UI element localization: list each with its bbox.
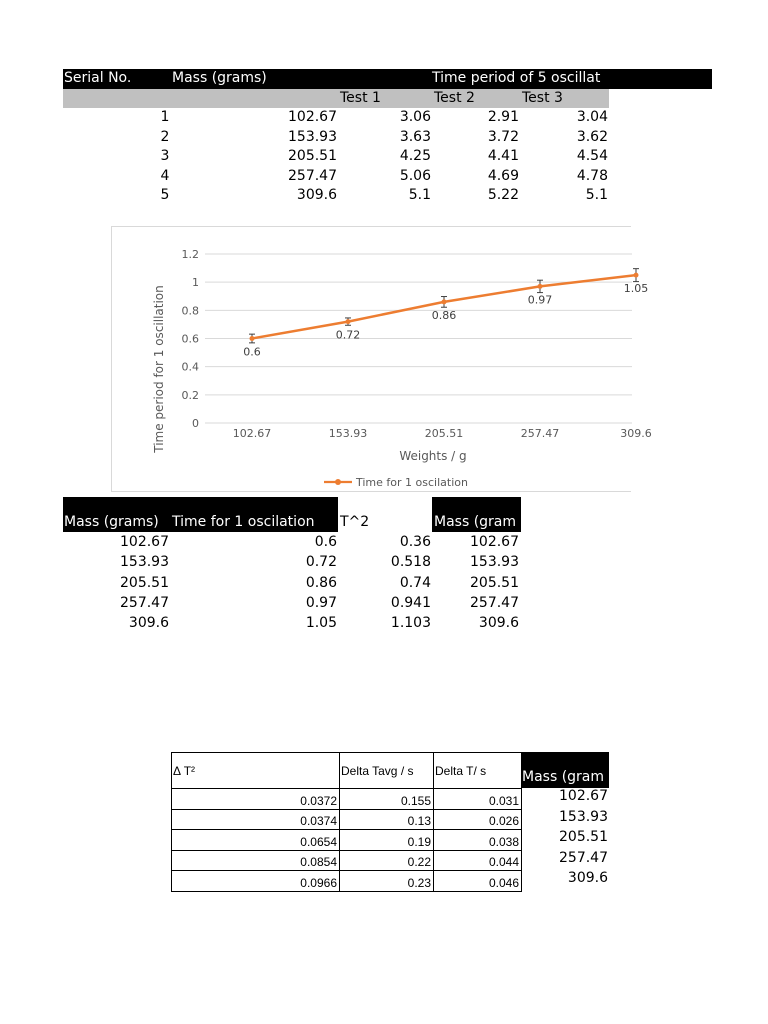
y-axis-title: Time period for 1 oscillation [152,285,166,453]
t3-delta-tavg-cell: 0.19 [339,829,434,851]
t3-delta-tavg-cell: 0.23 [339,870,434,892]
t2-time-cell: 0.72 [305,554,337,571]
t3-delta-tsq-cell: 0.0654 [171,829,340,851]
chart-area [111,226,652,492]
y-tick-label: 0 [192,417,199,430]
x-tick-label: 153.93 [328,427,368,440]
test2-cell: 5.22 [487,187,519,203]
t2-tsq-cell: 0.941 [390,594,431,611]
test3-cell: 3.04 [576,109,608,125]
test3-cell: 5.1 [585,187,608,203]
y-tick-label: 1 [192,276,199,290]
y-tick-label: 0.2 [181,388,199,402]
data-label: 0.86 [431,308,457,322]
test1-cell: 3.06 [399,109,431,125]
t3-delta-t-cell: 0.031 [433,788,522,810]
t3-mass-cell: 153.93 [559,808,608,825]
t3-header-delta-tavg: Delta Tavg / s [339,752,434,789]
t2-header-time: Time for 1 oscilation [172,514,315,530]
test3-cell: 3.62 [576,128,608,145]
data-point [442,299,447,304]
serial-cell: 3 [160,148,170,164]
t3-delta-tavg-cell: 0.13 [339,809,434,831]
t3-mass-cell: 102.67 [559,788,608,804]
col-header-serial: Serial No. [64,70,132,86]
t2-mass-cell: 205.51 [120,574,169,591]
line-chart [112,227,652,493]
y-tick-label: 0.6 [181,332,199,346]
chart-legend [324,476,468,489]
t3-mass-cell: 205.51 [559,829,608,846]
test1-cell: 4.25 [399,148,431,164]
data-label: 0.6 [243,345,261,359]
t3-delta-tsq-cell: 0.0374 [171,809,340,831]
t3-delta-tavg-cell: 0.22 [339,850,434,872]
x-tick-label: 205.51 [424,427,464,440]
x-axis-title: Weights / g [399,449,467,463]
t2-mass2-cell: 153.93 [470,554,519,571]
mass-cell: 102.67 [288,109,337,125]
legend-dot-marker [335,479,341,485]
t3-delta-t-cell: 0.044 [433,850,522,872]
test2-cell: 2.91 [487,109,519,125]
t3-header-delta-tsq: Δ T² [171,752,340,789]
x-tick-label: 309.6 [620,427,652,440]
data-point [538,284,543,289]
y-tick-label: 0.8 [181,304,199,318]
test1-cell: 5.06 [399,167,431,184]
serial-cell: 4 [160,167,170,184]
t2-mass2-cell: 257.47 [470,594,519,611]
t3-delta-t-cell: 0.026 [433,809,522,831]
test3-cell: 4.78 [576,167,608,184]
t3-mass-cell: 309.6 [567,870,608,887]
test3-cell: 4.54 [576,148,608,164]
subheader-test3: Test 3 [522,90,563,106]
t3-delta-tavg-cell: 0.155 [339,788,434,810]
t2-header-mass: Mass (grams) [64,514,159,530]
test1-cell: 3.63 [399,128,431,145]
t2-time-cell: 0.6 [314,534,337,550]
subheader-test2: Test 2 [434,90,475,106]
mass-cell: 153.93 [288,128,337,145]
test2-cell: 4.69 [487,167,519,184]
t2-tsq-cell: 1.103 [390,615,431,632]
t2-mass-cell: 102.67 [120,534,169,550]
x-tick-label: 257.47 [520,427,560,440]
t2-header-tsq: T^2 [340,514,370,530]
t2-tsq-cell: 0.518 [390,554,431,571]
t3-header-mass: Mass (gram [522,769,605,785]
serial-cell: 5 [160,187,170,203]
data-point [634,273,639,278]
t2-mass2-cell: 102.67 [470,534,519,550]
test2-cell: 4.41 [487,148,519,164]
data-point [346,319,351,324]
t2-header-mass2: Mass (gram [434,514,517,530]
t3-header-delta-t: Delta T/ s [433,752,522,789]
t2-mass2-cell: 205.51 [470,574,519,591]
t3-delta-tsq-cell: 0.0854 [171,850,340,872]
data-label: 0.72 [335,328,361,342]
t3-delta-t-cell: 0.046 [433,870,522,892]
t2-time-cell: 0.97 [305,594,337,611]
mass-cell: 205.51 [288,148,337,164]
t3-delta-tsq-cell: 0.0372 [171,788,340,810]
t2-tsq-cell: 0.36 [399,534,431,550]
y-tick-label: 1.2 [181,248,199,261]
col-header-time-period: Time period of 5 oscillat [432,70,601,86]
data-label: 1.05 [623,282,649,296]
x-tick-label: 102.67 [232,427,272,440]
data-label: 0.97 [527,293,553,307]
t2-time-cell: 1.05 [305,615,337,632]
t3-mass-cell: 257.47 [559,849,608,866]
test1-cell: 5.1 [408,187,431,203]
t2-mass-cell: 309.6 [128,615,169,632]
serial-cell: 1 [160,109,170,125]
col-header-mass: Mass (grams) [172,70,267,86]
mass-cell: 257.47 [288,167,337,184]
t2-mass-cell: 153.93 [120,554,169,571]
serial-cell: 2 [160,128,170,145]
t2-mass2-cell: 309.6 [478,615,519,632]
t3-delta-t-cell: 0.038 [433,829,522,851]
data-point [250,336,255,341]
test2-cell: 3.72 [487,128,519,145]
y-tick-label: 0.4 [181,360,199,374]
t2-mass-cell: 257.47 [120,594,169,611]
t2-tsq-cell: 0.74 [399,574,431,591]
t3-delta-tsq-cell: 0.0966 [171,870,340,892]
legend-label: Time for 1 oscilation [356,476,468,489]
mass-cell: 309.6 [296,187,337,203]
subheader-test1: Test 1 [340,90,381,106]
t2-time-cell: 0.86 [305,574,337,591]
